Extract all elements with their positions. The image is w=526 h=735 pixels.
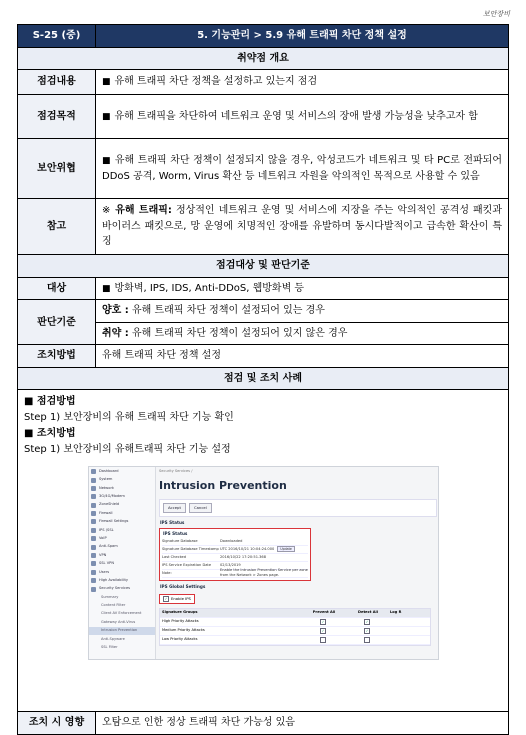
grid-row	[160, 618, 430, 627]
check-method-heading: ■ 점검방법	[24, 396, 76, 408]
screenshot-ips-settings	[88, 466, 439, 660]
sidebar-item-label: Anti-Spam	[99, 544, 118, 549]
label-impact: 조치 시 영향	[18, 712, 96, 735]
grid-header-cell: Log R	[390, 610, 402, 615]
enable-ips-toggle[interactable]: ✓ Enable IPS	[159, 594, 195, 604]
sidebar-item[interactable]	[89, 602, 155, 610]
checkbox-checked-icon[interactable]: ✓	[321, 619, 325, 624]
screenshot-pane	[159, 469, 435, 657]
sidebar-item[interactable]	[89, 509, 155, 517]
status-key: Note:	[162, 570, 172, 575]
signature-groups-table	[159, 608, 431, 646]
status-subheading: IPS Status	[163, 531, 188, 537]
check-content: ■ 유해 트래픽 차단 정책을 설정하고 있는지 점검	[96, 70, 509, 95]
menu-icon	[91, 578, 96, 583]
sidebar-item-label: System	[99, 477, 113, 482]
checkbox-cell[interactable]	[302, 637, 346, 644]
status-value: UTC 2016/10/21 10:04:24.000 Update	[220, 547, 308, 553]
sidebar-item[interactable]	[89, 493, 155, 501]
menu-icon	[91, 587, 96, 592]
grid-header	[160, 609, 430, 618]
sidebar-item-label: Firewall Settings	[99, 519, 129, 524]
impact: 오탐으로 인한 정상 트래픽 차단 가능성 있음	[96, 712, 509, 735]
menu-icon	[91, 486, 96, 491]
sidebar-item-label: Gateway Anti-Virus	[101, 619, 136, 624]
criterion-good: 양호 : 유해 트래픽 차단 정책이 설정되어 있는 경우	[96, 300, 509, 323]
screenshot-title: Intrusion Prevention	[159, 479, 287, 492]
status-row	[162, 538, 308, 546]
sidebar-item-label: IPS (SSL	[99, 527, 114, 532]
sidebar-item[interactable]	[89, 467, 155, 475]
status-value: Downloaded	[220, 538, 243, 543]
menu-icon	[91, 570, 96, 575]
signature-group-name: Medium Priority Attacks	[162, 628, 205, 633]
status-key: IPS Service Expiration Date	[162, 562, 212, 567]
checkbox-checked-icon[interactable]: ✓	[365, 628, 369, 633]
sidebar-item[interactable]	[89, 551, 155, 559]
section-case: 점검 및 조치 사례	[18, 367, 509, 390]
document-body	[17, 24, 509, 729]
status-rows	[162, 538, 308, 578]
grid-header-cell: Detect All	[358, 610, 378, 615]
menu-icon	[91, 511, 96, 516]
screenshot-sidebar	[89, 467, 156, 659]
criterion-bad: 취약 : 유해 트래픽 차단 정책이 설정되어 있지 않은 경우	[96, 322, 509, 345]
sidebar-item-label: SSL Filter	[101, 645, 118, 650]
sidebar-item[interactable]	[89, 535, 155, 543]
checklist-table	[17, 24, 509, 735]
sidebar-item[interactable]	[89, 627, 155, 635]
sidebar-item[interactable]	[89, 476, 155, 484]
bullet-icon: ■	[102, 111, 111, 122]
sidebar-item[interactable]	[89, 526, 155, 534]
menu-icon	[91, 494, 96, 499]
item-title: 5. 기능관리 > 5.9 유해 트래픽 차단 정책 설정	[96, 25, 509, 48]
sidebar-item-label: Anti-Spyware	[101, 636, 125, 641]
sidebar-item-label: Summary	[101, 594, 119, 599]
sidebar-item[interactable]	[89, 484, 155, 492]
sidebar-item-label: Security Services	[99, 586, 131, 591]
sidebar-item[interactable]	[89, 593, 155, 601]
sidebar-item[interactable]	[89, 568, 155, 576]
menu-icon	[91, 561, 96, 566]
check-method-step: Step 1) 보안장비의 유해 트래픽 차단 기능 확인	[24, 412, 234, 424]
sidebar-item-label: SSL VPN	[99, 561, 115, 566]
status-row	[162, 546, 308, 554]
sidebar-item[interactable]	[89, 577, 155, 585]
action-method-step: Step 1) 보안장비의 유해트래픽 차단 기능 설정	[24, 444, 231, 456]
signature-group-name: Low Priority Attacks	[162, 637, 198, 642]
checkbox-cell[interactable]	[346, 628, 390, 635]
checkbox-empty-icon[interactable]	[364, 637, 370, 643]
reference: ※ 유해 트래픽: 정상적인 네트워크 운영 및 서비스에 지장을 주는 악의적인 공격성 패킷과 바이러스 패킷으로, 망 운영에 치명적인 장애를 유발하며 동시다발적이고 급속한 확산이 특징	[96, 199, 509, 255]
checkbox-checked-icon: ✓	[164, 597, 168, 602]
ips-status-box	[159, 528, 311, 581]
signature-group-name: High Priority Attacks	[162, 619, 199, 624]
page-header-category: 보안장비	[482, 10, 510, 18]
sidebar-item-label: Content Filter	[101, 603, 126, 608]
update-button[interactable]: Update	[277, 546, 295, 552]
bullet-icon: ■	[102, 283, 111, 294]
purpose: ■ 유해 트래픽을 차단하여 네트워크 운영 및 서비스의 장애 발생 가능성을 낮추고자 함	[96, 95, 509, 139]
label-reference: 참고	[18, 199, 96, 255]
grid-row	[160, 627, 430, 636]
checkbox-cell[interactable]	[346, 619, 390, 626]
sidebar-item-label: ZoneShield	[99, 502, 120, 507]
menu-icon	[91, 545, 96, 550]
menu-icon	[91, 553, 96, 558]
status-key: Signature Database Timestamp	[162, 546, 219, 551]
status-key: Signature Database	[162, 538, 198, 543]
sidebar-item[interactable]	[89, 635, 155, 643]
section-overview: 취약점 개요	[18, 47, 509, 70]
target: ■ 방화벽, IPS, IDS, Anti-DDoS, 웹방화벽 등	[96, 277, 509, 300]
status-row	[162, 567, 308, 578]
screenshot-toolbar	[159, 499, 437, 517]
sidebar-item[interactable]	[89, 518, 155, 526]
accept-button[interactable]: Accept	[163, 503, 186, 513]
sidebar-item[interactable]	[89, 585, 155, 593]
status-key: Last Checked	[162, 554, 187, 559]
sidebar-item-label: Network	[99, 485, 115, 490]
status-value: Enable the Intrusion Prevention Service per zone from the Network > Zones page.	[220, 567, 308, 578]
grid-row	[160, 636, 430, 645]
sidebar-item-label: Firewall	[99, 510, 113, 515]
checkbox-empty-icon[interactable]	[320, 637, 326, 643]
sidebar-item-label: Dashboard	[99, 468, 119, 473]
bullet-icon: ■	[102, 77, 111, 88]
label-judgement: 판단기준	[18, 300, 96, 345]
sidebar-item[interactable]	[89, 644, 155, 652]
menu-icon	[91, 503, 96, 508]
menu-icon	[91, 469, 96, 474]
status-value: 02/13/2019	[220, 562, 241, 567]
sidebar-item-label: Users	[99, 569, 110, 574]
sidebar-item-label: High Availability	[99, 577, 128, 582]
checkbox-checked-icon[interactable]: ✓	[365, 619, 369, 624]
menu-icon	[91, 478, 96, 483]
sidebar-item[interactable]	[89, 560, 155, 568]
status-heading: IPS Status	[160, 519, 185, 525]
global-heading: IPS Global Settings	[160, 583, 206, 589]
sidebar-item[interactable]	[89, 543, 155, 551]
checkbox-checked-icon[interactable]: ✓	[321, 628, 325, 633]
grid-header-cell: Signature Groups	[162, 610, 198, 615]
menu-icon	[91, 528, 96, 533]
sidebar-item[interactable]	[89, 501, 155, 509]
label-target: 대상	[18, 277, 96, 300]
status-row	[162, 554, 308, 562]
section-criteria: 점검대상 및 판단기준	[18, 255, 509, 278]
grid-header-cell: Prevent All	[312, 610, 336, 615]
cancel-button[interactable]: Cancel	[189, 503, 212, 513]
action-method-heading: ■ 조치방법	[24, 428, 76, 440]
sidebar-item-label: Client AV Enforcement	[101, 611, 142, 616]
sidebar-item[interactable]	[89, 610, 155, 618]
sidebar-item-label: VPN	[99, 552, 107, 557]
sidebar-item-label: Intrusion Prevention	[101, 628, 138, 633]
label-action: 조치방법	[18, 345, 96, 368]
checkbox-cell[interactable]	[346, 637, 390, 644]
label-check-content: 점검내용	[18, 70, 96, 95]
menu-icon	[91, 536, 96, 541]
screenshot-breadcrumb: Security Services /	[159, 469, 193, 474]
status-value: 2016/10/22 17:20:51.368	[220, 554, 266, 559]
bullet-icon: ■	[102, 155, 111, 166]
checkbox-cell[interactable]	[302, 628, 346, 635]
checkbox-cell[interactable]	[302, 619, 346, 626]
sidebar-item[interactable]	[89, 618, 155, 626]
case-content	[18, 390, 509, 712]
threat: ■ 유해 트래픽 차단 정책이 설정되지 않을 경우, 악성코드가 네트워크 및 타 PC로 전파되어 DDoS 공격, Worm, Virus 확산 등 네트워크 자원을 악의적인 목적으로 사용할 수 있음	[96, 139, 509, 199]
label-purpose: 점검목적	[18, 95, 96, 139]
label-threat: 보안위협	[18, 139, 96, 199]
sidebar-item-label: 3G/4G/Modem	[99, 494, 125, 499]
item-id: S-25 (중)	[18, 25, 96, 48]
action: 유해 트래픽 차단 정책 설정	[96, 345, 509, 368]
sidebar-item-label: VoIP	[99, 535, 107, 540]
menu-icon	[91, 519, 96, 524]
